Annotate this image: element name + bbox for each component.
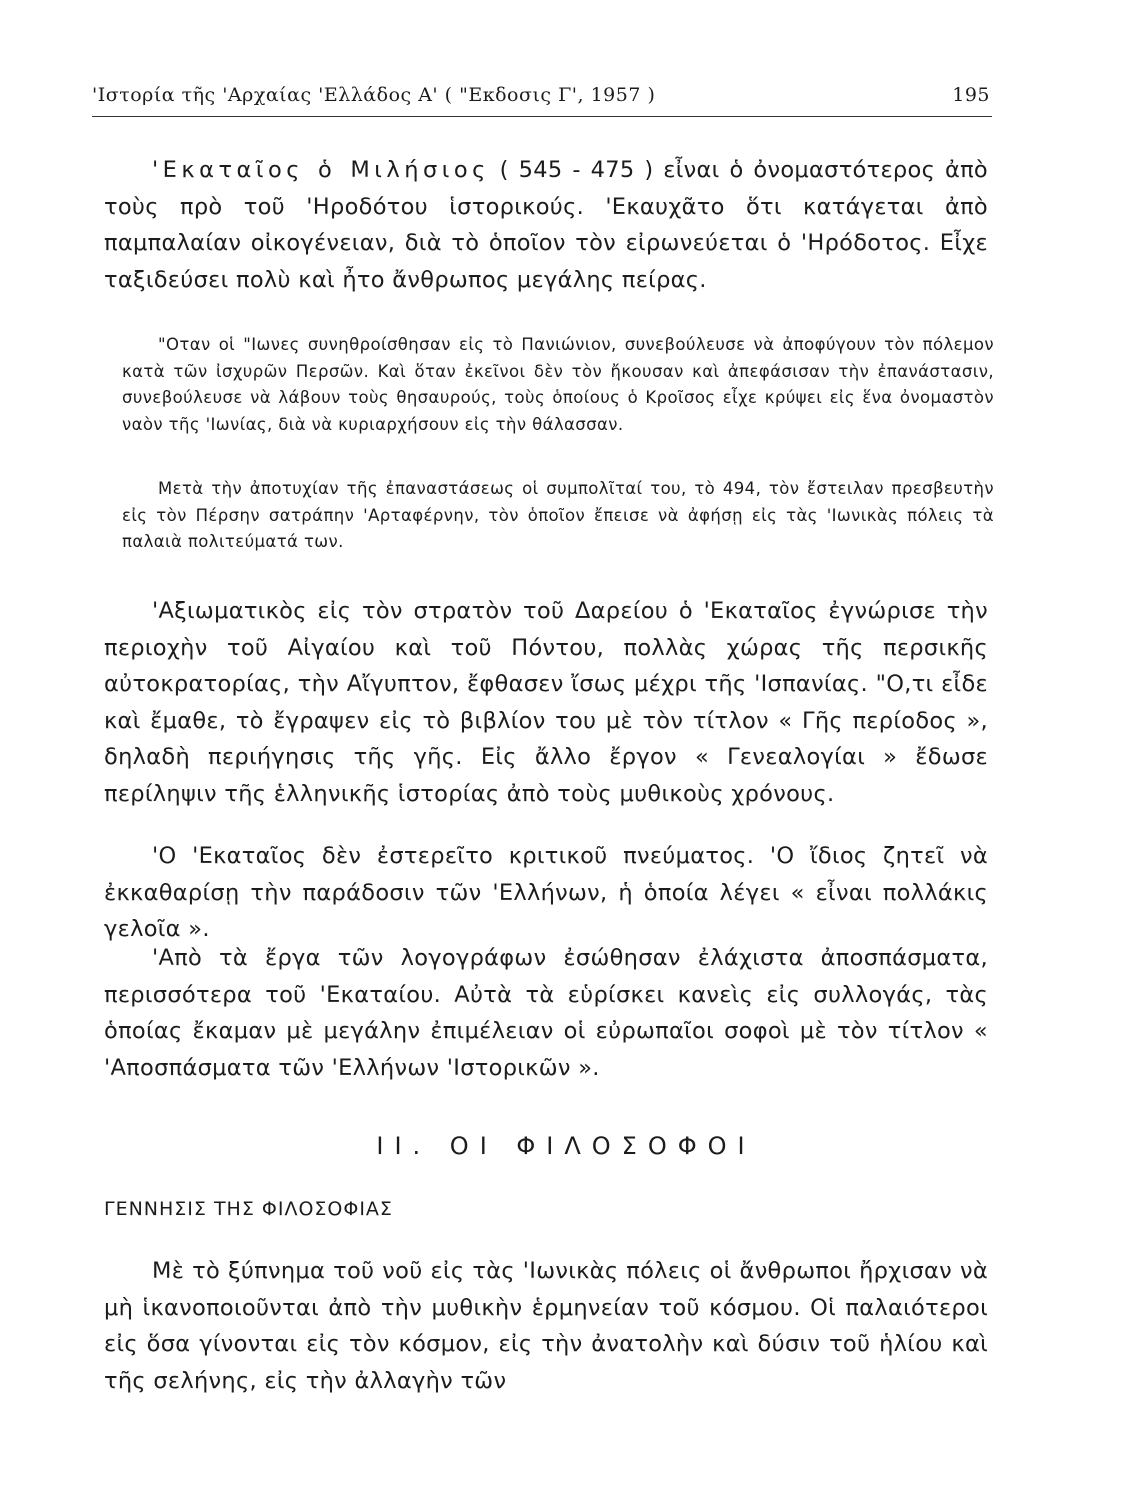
paragraph-travels: 'Αξιωματικὸς εἰς τὸν στρατὸν τοῦ Δαρείου ὁ 'Εκαταῖος ἐγνώρισε τὴν περιοχὴν τοῦ Αἰγαίου καὶ τοῦ Πόντου, πολλὰς χώρας τῆς περσικῆς αὐτοκρατορίας, τὴν Αἴγυπτον, ἔφθασεν ἴσως μέχρι τῆς 'Ισπανίας. "Ο,τι εἶδε καὶ ἔμαθε, τὸ ἔγραψεν εἰς τὸ βιβλίον του μὲ τὸν τίτλον « Γῆς περίοδος », δηλαδὴ περιήγησις τῆς γῆς. Εἰς ἄλλο ἔργον « Γενεαλογίαι » ἔδωσε περίληψιν τῆς ἑλληνικῆς ἱστορίας ἀπὸ τοὺς μυθικοὺς χρόνους.: [104, 598, 988, 807]
paragraph-fragments: 'Απὸ τὰ ἔργα τῶν λογογράφων ἐσώθησαν ἐλάχιστα ἀποσπάσματα, περισσότερα τοῦ 'Εκαταίου. Αὐτὰ τὰ εὑρίσκει κανεὶς εἰς συλλογάς, τὰς ὁποίας ἔκαμαν μὲ μεγάλην ἐπιμέλειαν οἱ εὐρωπαῖοι σοφοὶ μὲ τὸν τίτλον « 'Αποσπάσματα τῶν 'Ελλήνων 'Ιστορικῶν ».: [104, 945, 988, 1081]
smallprint-paragraph-ionians: "Οταν οἱ "Ιωνες συνηθροίσθησαν εἰς τὸ Πανιώνιον, συνεβούλευσε νὰ ἀποφύγουν τὸν πόλεμον κατὰ τῶν ἰσχυρῶν Περσῶν. Καὶ ὅταν ἐκεῖνοι δὲν τὸν ἤκουσαν καὶ ἀπεφάσισαν τὴν ἐπανάστασιν, συνεβούλευσε νὰ λάβουν τοὺς θησαυρούς, τοὺς ὁποίους ὁ Κροῖσος εἶχε κρύψει εἰς ἕνα ὀνομαστὸν ναὸν τῆς 'Ιωνίας, διὰ νὰ κυριαρχήσουν εἰς τὴν θάλασσαν.: [122, 335, 994, 434]
smallprint-paragraph-embassy: Μετὰ τὴν ἀποτυχίαν τῆς ἐπαναστάσεως οἱ συμπολῖταί του, τὸ 494, τὸν ἔστειλαν πρεσβευτὴν εἰς τὸν Πέρσην σατράπην 'Αρταφέρνην, τὸν ὁποῖον ἔπεισε νὰ ἀφήσῃ εἰς τὰς 'Ιωνικὰς πόλεις τὰ παλαιὰ πολιτεύματά των.: [122, 479, 994, 551]
section-heading: ΓΕΝΝΗΣΙΣ ΤΗΣ ΦΙΛΟΣΟΦΙΑΣ: [104, 1198, 393, 1220]
paragraph-critical-spirit: 'Ο 'Εκαταῖος δὲν ἐστερεῖτο κριτικοῦ πνεύματος. 'Ο ἴδιος ζητεῖ νὰ ἐκκαθαρίσῃ τὴν παράδοσιν τῶν 'Ελλήνων, ἡ ὁποία λέγει « εἶναι πολλάκις γελοῖα ».: [104, 843, 988, 942]
paragraph-birth-of-philosophy: Μὲ τὸ ξύπνημα τοῦ νοῦ εἰς τὰς 'Ιωνικὰς πόλεις οἱ ἄνθρωποι ἤρχισαν νὰ μὴ ἱκανοποιοῦνται ἀπὸ τὴν μυθικὴν ἑρμηνείαν τοῦ κόσμου. Οἱ παλαιότεροι εἰς ὅσα γίνονται εἰς τὸν κόσμον, εἰς τὴν ἀνατολὴν καὶ δύσιν τοῦ ἡλίου καὶ τῆς σελήνης, εἰς τὴν ἀλλαγὴν τῶν: [104, 1258, 988, 1394]
running-header: [92, 80, 992, 117]
chapter-heading: ΙΙ. ΟΙ ΦΙΛΟΣΟΦΟΙ: [376, 1132, 756, 1160]
page-number: 195: [952, 84, 990, 106]
paragraph-lead-name: 'Εκαταῖος ὁ Μιλήσιος: [152, 157, 490, 183]
book-title: 'Ιστορία τῆς 'Αρχαίας 'Ελλάδος Α' ( "Εκδοσις Γ', 1957 ): [92, 84, 656, 106]
paragraph-intro-text: ( 545 - 475 ) εἶναι ὁ ὀνομαστότερος ἀπὸ τοὺς πρὸ τοῦ 'Ηροδότου ἱστορικούς. 'Εκαυχᾶτο ὅτι κατάγεται ἀπὸ παμπαλαίαν οἰκογένειαν, διὰ τὸ ὁποῖον τὸν εἰρωνεύεται ὁ 'Ηρόδοτος. Εἶχε ταξιδεύσει πολὺ καὶ ἦτο ἄνθρωπος μεγάλης πείρας.: [104, 157, 988, 293]
paragraph-hecataeus-intro: [104, 152, 988, 298]
